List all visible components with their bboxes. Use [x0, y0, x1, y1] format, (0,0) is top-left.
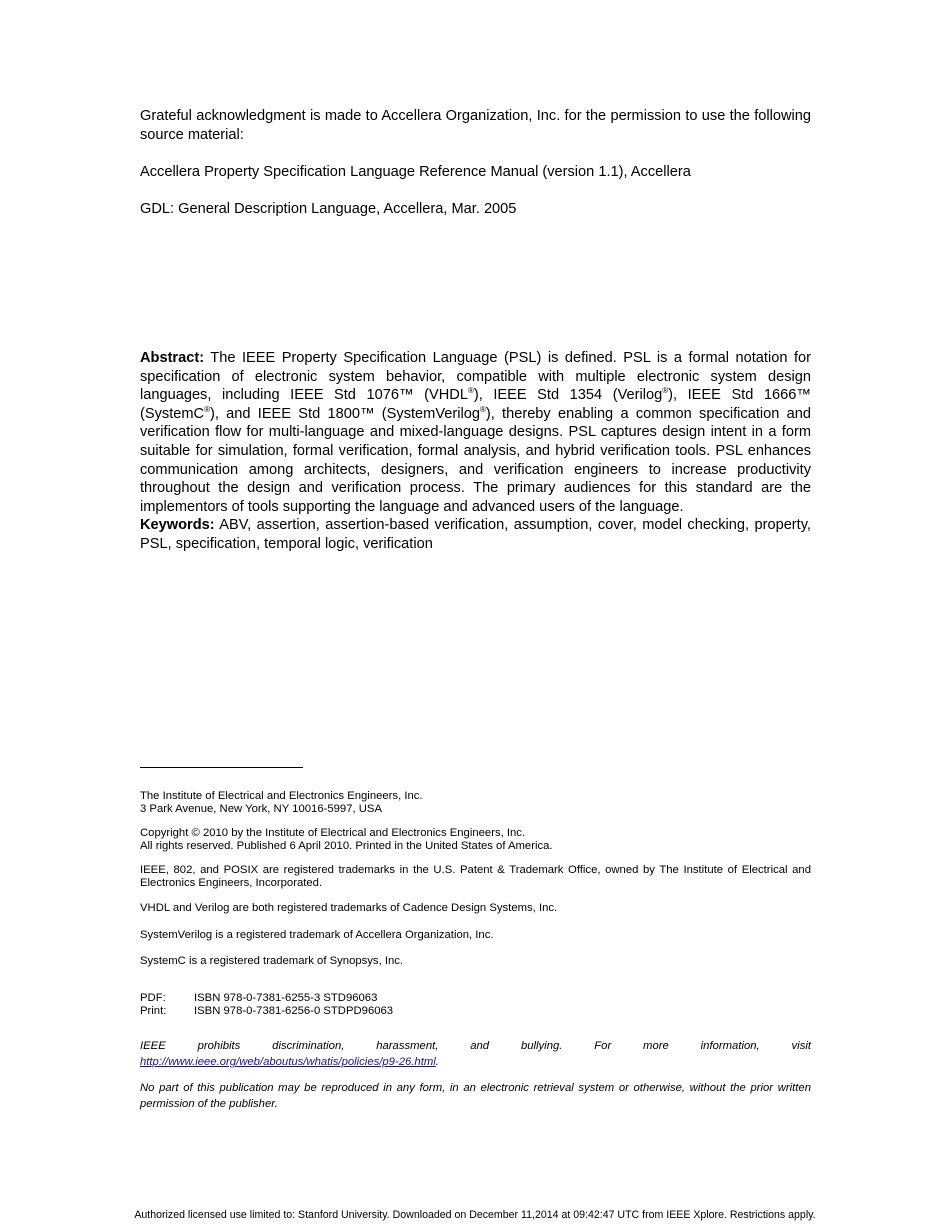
registered-mark: ® [467, 386, 474, 396]
keywords-label: Keywords: [140, 517, 215, 534]
isbn-row [140, 1005, 811, 1018]
trademark-note: VHDL and Verilog are both registered trademarks of Cadence Design Systems, Inc. [140, 902, 558, 914]
isbn-label: Print: [140, 1004, 167, 1017]
abstract-text: ), IEEE Std 1666™ (SystemC [140, 387, 811, 422]
discrimination-notice [140, 1038, 811, 1070]
abstract-text: ), thereby enabling a common specification and verification flow for multi-language and mixed-language designs. PSL captures design intent in a form suitable for simulation, formal verification, formal analysis, and hybrid verification tools. PSL enhances communication among architects, designers, and verification engineers to increase productivity throughout the design and verification process. The primary audiences for this standard are the implementors of tools supporting the language and advanced users of the language. [140, 405, 811, 515]
discrimination-text: IEEE prohibits discrimination, harassment, and bullying. For more information, visit [140, 1040, 811, 1052]
copyright-line: Copyright © 2010 by the Institute of Electrical and Electronics Engineers, Inc. [140, 827, 526, 839]
policy-link[interactable]: http://www.ieee.org/web/aboutus/whatis/policies/p9-26.html [140, 1056, 436, 1068]
registered-mark: ® [662, 386, 669, 396]
trademark-note: IEEE, 802, and POSIX are registered trademarks in the U.S. Patent & Trademark Office, owned by The Institute of Electrical and Electronics Engineers, Incorporated. [140, 864, 811, 889]
publisher-info [140, 790, 811, 815]
registered-mark: ® [479, 404, 486, 414]
isbn-list [140, 992, 811, 1017]
reproduction-notice: No part of this publication may be reproduced in any form, in an electronic retrieval system or otherwise, without the prior written permission of the publisher. [140, 1082, 811, 1110]
publisher-address: 3 Park Avenue, New York, NY 10016-5997, USA [140, 802, 382, 815]
abstract-text: The IEEE Property Specification Language (PSL) is defined. PSL is a formal notation for specification of electronic system behavior, compatible with multiple electronic system design languages, including IEEE Std 1076™ (VHDL [140, 350, 811, 404]
copyright [140, 827, 811, 852]
source-item: GDL: General Description Language, Accellera, Mar. 2005 [140, 201, 517, 217]
footnote-rule [140, 767, 303, 768]
trademark-note: SystemC is a registered trademark of Synopsys, Inc. [140, 955, 404, 967]
isbn-label: PDF: [140, 992, 166, 1004]
abstract-text: ), and IEEE Std 1800™ (SystemVerilog [209, 405, 480, 422]
isbn-row [140, 992, 811, 1005]
copyright-line: All rights reserved. Published 6 April 2010. Printed in the United States of America. [140, 839, 553, 852]
acknowledgment-text: Grateful acknowledgment is made to Accellera Organization, Inc. for the permission to use the following source material: [140, 108, 811, 143]
abstract-text: ), IEEE Std 1354 (Verilog [473, 387, 663, 404]
notice-period: . [435, 1056, 439, 1068]
publisher-name: The Institute of Electrical and Electronics Engineers, Inc. [140, 790, 423, 802]
trademark-note: SystemVerilog is a registered trademark of Accellera Organization, Inc. [140, 929, 494, 941]
registered-mark: ® [204, 404, 210, 414]
keywords-text: ABV, assertion, assertion-based verification, assumption, cover, model checking, property, PSL, specification, temporal logic, verification [140, 517, 811, 552]
source-item: Accellera Property Specification Language Reference Manual (version 1.1), Accellera [140, 164, 691, 180]
isbn-value: ISBN 978-0-7381-6255-3 STD96063 [194, 992, 378, 1004]
abstract-label: Abstract: [140, 350, 205, 366]
abstract [140, 349, 811, 554]
isbn-value: ISBN 978-0-7381-6256-0 STDPD96063 [194, 1004, 394, 1017]
license-footer: Authorized licensed use limited to: Stanford University. Downloaded on December 11,2014 at 09:42:47 UTC from IEEE Xplore. Restrictions apply. [134, 1209, 816, 1221]
